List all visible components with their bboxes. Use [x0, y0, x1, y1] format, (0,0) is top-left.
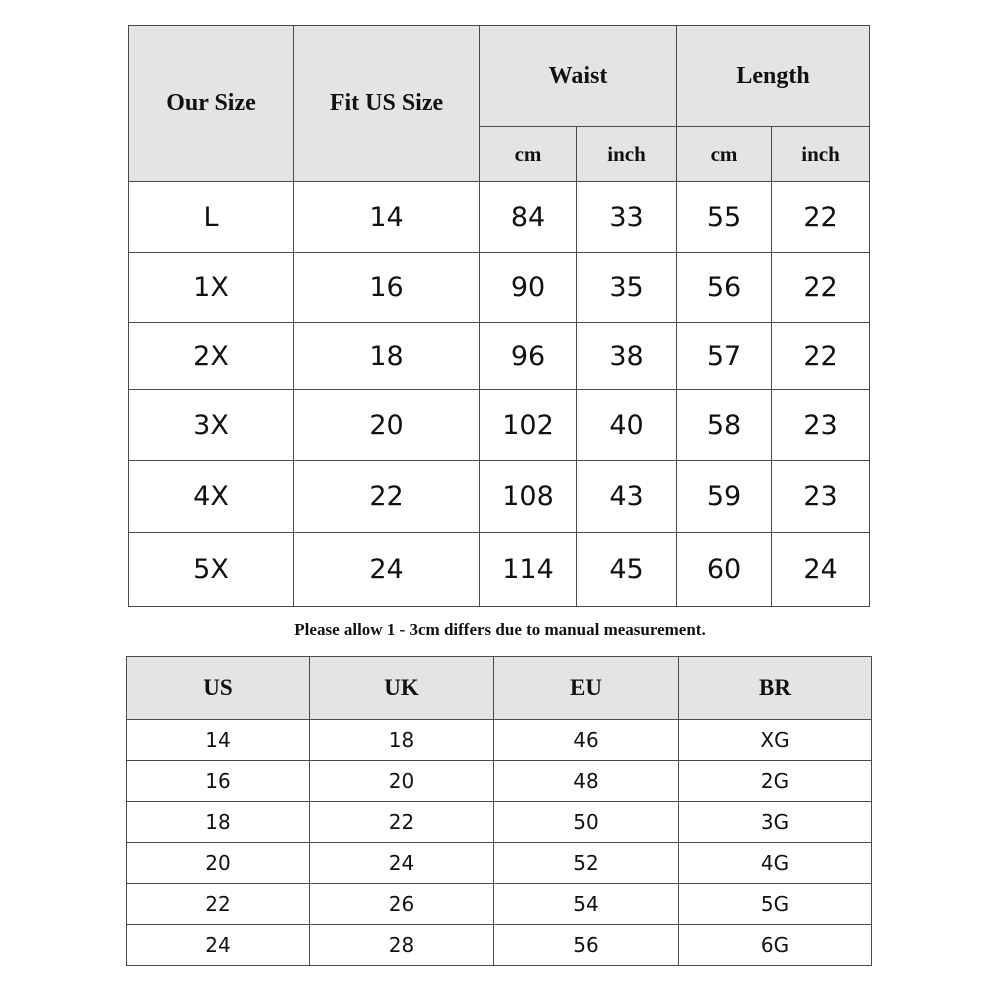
waist-cm-cell: 108 — [480, 461, 577, 533]
uk-cell: 22 — [310, 802, 494, 843]
fit-us-size-cell: 22 — [294, 461, 480, 533]
size-chart-table — [128, 25, 870, 607]
waist-cm-cell: 114 — [480, 533, 577, 607]
length-cm-cell: 56 — [677, 253, 772, 323]
eu-cell: 46 — [494, 720, 679, 761]
br-cell: 5G — [679, 884, 872, 925]
our-size-cell: 2X — [129, 323, 294, 390]
waist-inch-cell: 43 — [577, 461, 677, 533]
table-row — [129, 461, 870, 533]
length-inch-cell: 22 — [772, 253, 870, 323]
fit-us-size-cell: 14 — [294, 182, 480, 253]
header-uk: UK — [310, 657, 494, 720]
uk-cell: 24 — [310, 843, 494, 884]
waist-cm-cell: 102 — [480, 390, 577, 461]
br-cell: 4G — [679, 843, 872, 884]
uk-cell: 28 — [310, 925, 494, 966]
length-inch-cell: 23 — [772, 390, 870, 461]
br-cell: 6G — [679, 925, 872, 966]
waist-cm-cell: 84 — [480, 182, 577, 253]
header-length-inch: inch — [772, 127, 870, 182]
header-fit-us-size: Fit US Size — [294, 26, 480, 182]
us-cell: 16 — [127, 761, 310, 802]
table-row — [127, 802, 872, 843]
fit-us-size-cell: 18 — [294, 323, 480, 390]
uk-cell: 18 — [310, 720, 494, 761]
br-cell: 3G — [679, 802, 872, 843]
eu-cell: 48 — [494, 761, 679, 802]
header-waist: Waist — [480, 26, 677, 127]
size-table-body — [129, 182, 870, 607]
header-length-cm: cm — [677, 127, 772, 182]
table-row — [129, 323, 870, 390]
header-br: BR — [679, 657, 872, 720]
measurement-note: Please allow 1 - 3cm differs due to manual measurement. — [294, 620, 706, 639]
fit-us-size-cell: 20 — [294, 390, 480, 461]
table-row — [129, 390, 870, 461]
our-size-cell: 5X — [129, 533, 294, 607]
waist-inch-cell: 38 — [577, 323, 677, 390]
us-cell: 24 — [127, 925, 310, 966]
table-row — [129, 182, 870, 253]
length-inch-cell: 22 — [772, 182, 870, 253]
waist-inch-cell: 35 — [577, 253, 677, 323]
header-waist-cm: cm — [480, 127, 577, 182]
table-row — [127, 884, 872, 925]
eu-cell: 54 — [494, 884, 679, 925]
table-row — [129, 253, 870, 323]
length-cm-cell: 57 — [677, 323, 772, 390]
length-cm-cell: 59 — [677, 461, 772, 533]
our-size-cell: 3X — [129, 390, 294, 461]
header-our-size: Our Size — [129, 26, 294, 182]
br-cell: XG — [679, 720, 872, 761]
us-cell: 14 — [127, 720, 310, 761]
table-row — [127, 925, 872, 966]
length-cm-cell: 55 — [677, 182, 772, 253]
length-inch-cell: 23 — [772, 461, 870, 533]
br-cell: 2G — [679, 761, 872, 802]
uk-cell: 20 — [310, 761, 494, 802]
header-waist-inch: inch — [577, 127, 677, 182]
length-inch-cell: 24 — [772, 533, 870, 607]
us-cell: 22 — [127, 884, 310, 925]
eu-cell: 56 — [494, 925, 679, 966]
length-cm-cell: 60 — [677, 533, 772, 607]
table-row — [129, 533, 870, 607]
us-cell: 18 — [127, 802, 310, 843]
uk-cell: 26 — [310, 884, 494, 925]
our-size-cell: 4X — [129, 461, 294, 533]
our-size-cell: 1X — [129, 253, 294, 323]
size-conversion-table — [126, 656, 872, 966]
fit-us-size-cell: 16 — [294, 253, 480, 323]
header-eu: EU — [494, 657, 679, 720]
eu-cell: 52 — [494, 843, 679, 884]
our-size-cell: L — [129, 182, 294, 253]
table-row — [127, 720, 872, 761]
header-us: US — [127, 657, 310, 720]
waist-inch-cell: 40 — [577, 390, 677, 461]
fit-us-size-cell: 24 — [294, 533, 480, 607]
table-row — [127, 761, 872, 802]
waist-cm-cell: 96 — [480, 323, 577, 390]
length-cm-cell: 58 — [677, 390, 772, 461]
us-cell: 20 — [127, 843, 310, 884]
header-length: Length — [677, 26, 870, 127]
waist-inch-cell: 45 — [577, 533, 677, 607]
waist-cm-cell: 90 — [480, 253, 577, 323]
table-row — [127, 843, 872, 884]
eu-cell: 50 — [494, 802, 679, 843]
waist-inch-cell: 33 — [577, 182, 677, 253]
length-inch-cell: 22 — [772, 323, 870, 390]
conversion-table-body — [127, 720, 872, 966]
